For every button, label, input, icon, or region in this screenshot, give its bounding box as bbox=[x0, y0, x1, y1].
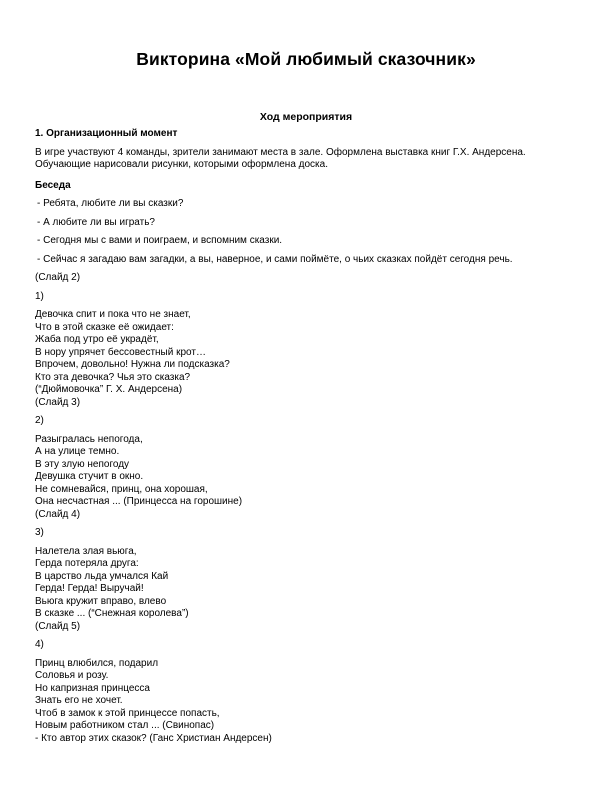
riddle-line: Не сомневайся, принц, она хорошая, bbox=[35, 483, 208, 495]
riddle-number: 2) bbox=[35, 415, 44, 426]
riddle-line: Герда потеряла друга: bbox=[35, 558, 139, 569]
section-heading: 1. Организационный момент bbox=[35, 128, 178, 139]
slide-label: (Слайд 2) bbox=[35, 272, 81, 283]
riddle-line: Вьюга кружит вправо, влево bbox=[35, 595, 167, 607]
document-title: Викторина «Мой любимый сказочник» bbox=[136, 49, 476, 69]
riddle-line: Кто эта девочка? Чья это сказка? bbox=[35, 371, 191, 383]
riddle-line: Жаба под утро её украдёт, bbox=[35, 334, 159, 345]
riddle-line: Принц влюбился, подарил bbox=[35, 657, 159, 669]
riddle-line: В царство льда умчался Кай bbox=[35, 570, 169, 582]
riddle-line: А на улице темно. bbox=[35, 446, 120, 457]
document-subtitle: Ход мероприятия bbox=[259, 111, 353, 123]
riddle-line: Девочка спит и пока что не знает, bbox=[35, 309, 191, 320]
document-body bbox=[35, 128, 580, 745]
question-line: - А любите ли вы играть? bbox=[37, 216, 155, 228]
slide-label: (Слайд 5) bbox=[35, 620, 81, 632]
riddle-line: Девушка стучит в окно. bbox=[35, 471, 144, 482]
riddle-line: Но капризная принцесса bbox=[35, 682, 150, 694]
question-line: - Сегодня мы с вами и поиграем, и вспомним сказки. bbox=[37, 235, 283, 246]
riddle-number: 1) bbox=[35, 290, 44, 302]
riddle-line: Впрочем, довольно! Нужна ли подсказка? bbox=[35, 359, 230, 370]
question-line: - Кто автор этих сказок? (Ганс Христиан Андерсен) bbox=[35, 732, 272, 744]
riddle-line: Знать его не хочет. bbox=[35, 695, 123, 706]
question-line: - Ребята, любите ли вы сказки? bbox=[37, 198, 184, 209]
intro-line: В игре участвуют 4 команды, зрители занимают места в зале. Оформлена выставка книг Г.Х. Андерсена. bbox=[35, 146, 526, 158]
riddle-number: 4) bbox=[35, 639, 44, 650]
riddle-line: В эту злую непогоду bbox=[35, 458, 130, 470]
intro-line: Обучающие нарисовали рисунки, которыми оформлена доска. bbox=[35, 159, 328, 170]
riddle-line: Чтоб в замок к этой принцессе попасть, bbox=[35, 707, 220, 719]
riddle-line: Соловья и розу. bbox=[35, 670, 109, 681]
conversation-heading: Беседа bbox=[35, 179, 71, 191]
riddle-line: В сказке ... (“Снежная королева”) bbox=[35, 608, 189, 619]
slide-label: (Слайд 4) bbox=[35, 508, 81, 520]
riddle-line: Налетела злая вьюга, bbox=[35, 545, 137, 557]
riddle-line: Что в этой сказке её ожидает: bbox=[35, 321, 174, 333]
riddle-line: Герда! Герда! Выручай! bbox=[35, 583, 144, 594]
riddle-number: 3) bbox=[35, 527, 44, 538]
question-line: - Сейчас я загадаю вам загадки, а вы, наверное, и сами поймёте, о чьих сказках пойдёт сегодня речь. bbox=[37, 253, 513, 265]
riddle-line: Она несчастная ... (Принцесса на горошине) bbox=[35, 496, 243, 507]
riddle-line: Новым работником стал ... (Свинопас) bbox=[35, 720, 215, 731]
riddle-line: Разыгралась непогода, bbox=[35, 433, 143, 445]
riddle-line: В нору упрячет бессовестный крот… bbox=[35, 346, 206, 358]
riddle-line: (“Дюймовочка” Г. Х. Андерсена) bbox=[35, 384, 183, 395]
slide-label: (Слайд 3) bbox=[35, 396, 81, 408]
